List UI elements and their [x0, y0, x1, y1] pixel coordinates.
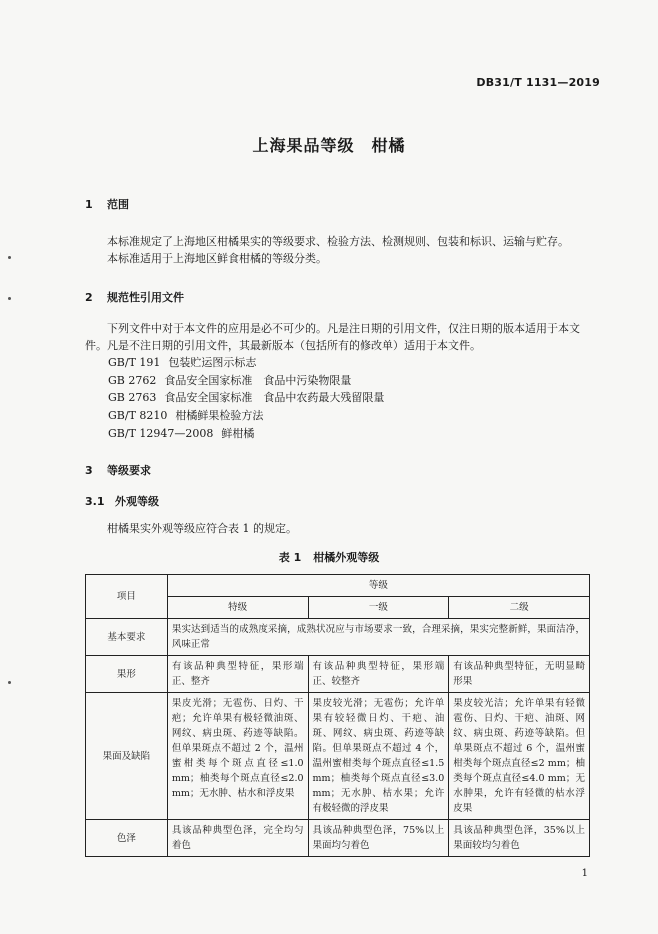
table-row — [86, 619, 590, 656]
table-cell: 具该品种典型色泽，75%以上果面均匀着色 — [308, 820, 449, 857]
reference-title: 柑橘鲜果检验方法 — [175, 409, 264, 422]
section-title: 范围 — [107, 198, 129, 211]
table-cell: 果皮较光洁；允许单果有轻微雹伤、日灼、干疤、油斑、网纹、病虫斑、药迹等缺陷。但单果斑点不超过 6 个，温州蜜柑类每个斑点直径≤2 mm；柚类每个斑点直径≤4.0 mm；无水肿果，允许有轻微的枯水浮皮果 — [449, 693, 590, 820]
table-cell: 具该品种典型色泽，完全均匀着色 — [167, 820, 308, 857]
reference-title: 食品安全国家标准 食品中污染物限量 — [164, 374, 352, 387]
header-grade: 等级 — [167, 575, 589, 597]
reference-code: GB 2763 — [108, 391, 157, 404]
reference-item — [108, 407, 263, 423]
appearance-paragraph: 柑橘果实外观等级应符合表 1 的规定。 — [107, 522, 297, 535]
reference-title: 食品安全国家标准 食品中农药最大残留限量 — [164, 391, 385, 404]
reference-code: GB/T 12947—2008 — [108, 427, 214, 440]
scope-paragraph-1: 本标准规定了上海地区柑橘果实的等级要求、检验方法、检测规则、包装和标识、运输与贮存。 — [107, 235, 569, 248]
header-item: 项目 — [86, 575, 168, 619]
table-cell: 具该品种典型色泽，35%以上果面较均匀着色 — [449, 820, 590, 857]
standard-code: DB31/T 1131—2019 — [476, 76, 600, 89]
section-number: 2 — [85, 291, 93, 304]
reference-item — [108, 425, 254, 441]
table-cell: 果实达到适当的成熟度采摘，成熟状况应与市场要求一致，合理采摘，果实完整新鲜，果面洁净，风味正常 — [167, 619, 589, 656]
table-cell: 有该品种典型特征，无明显畸形果 — [449, 656, 590, 693]
row-label: 果形 — [86, 656, 168, 693]
section-1-heading — [85, 196, 129, 212]
section-3-1-heading — [85, 493, 159, 509]
table-row — [86, 693, 590, 820]
table-cell: 果皮较光滑；无雹伤；允许单果有较轻微日灼、干疤、油斑、网纹、病虫斑、药迹等缺陷。但单果斑点不超过 4 个，温州蜜柑类每个斑点直径≤1.5 mm；柚类每个斑点直径≤3.0 mm；无水肿、枯水果；允许有极轻微的浮皮果 — [308, 693, 449, 820]
scan-mark — [8, 256, 11, 259]
grade-table — [85, 574, 590, 857]
table-cell: 有该品种典型特征，果形端正、较整齐 — [308, 656, 449, 693]
header-grade-first: 一级 — [308, 597, 449, 619]
table-header-row — [86, 575, 590, 597]
reference-item — [108, 389, 384, 405]
references-intro: 下列文件中对于本文件的应用是必不可少的。凡是注日期的引用文件，仅注日期的版本适用于本文件。凡是不注日期的引用文件，其最新版本（包括所有的修改单）适用于本文件。 — [85, 322, 580, 352]
page-number: 1 — [581, 868, 588, 879]
reference-item — [108, 354, 256, 370]
section-title: 外观等级 — [115, 495, 159, 508]
table-row — [86, 656, 590, 693]
table-title: 柑橘外观等级 — [313, 551, 380, 564]
section-number: 3.1 — [85, 495, 105, 508]
table-cell: 果皮光滑；无雹伤、日灼、干疤；允许单果有极轻微油斑、网纹、病虫斑、药迹等缺陷。但单果斑点不超过 2 个，温州蜜柑类每个斑点直径≤1.0 mm；柚类每个斑点直径≤2.0 mm；无水肿、枯水和浮皮果 — [167, 693, 308, 820]
table-row — [86, 820, 590, 857]
section-number: 1 — [85, 198, 93, 211]
table-caption — [0, 549, 658, 565]
scan-mark — [8, 297, 11, 300]
reference-code: GB/T 191 — [108, 356, 161, 369]
header-grade-second: 二级 — [449, 597, 590, 619]
document-title: 上海果品等级 柑橘 — [252, 136, 406, 155]
table-number: 表 1 — [278, 551, 302, 564]
header-grade-premium: 特级 — [167, 597, 308, 619]
row-label: 色泽 — [86, 820, 168, 857]
reference-title: 包装贮运图示标志 — [168, 356, 257, 369]
section-title: 规范性引用文件 — [107, 291, 184, 304]
section-2-heading — [85, 289, 184, 305]
section-title: 等级要求 — [107, 464, 151, 477]
row-label: 基本要求 — [86, 619, 168, 656]
section-3-heading — [85, 462, 151, 478]
section-number: 3 — [85, 464, 93, 477]
reference-code: GB/T 8210 — [108, 409, 168, 422]
reference-item — [108, 372, 351, 388]
scan-mark — [8, 681, 11, 684]
table-cell: 有该品种典型特征，果形端正、整齐 — [167, 656, 308, 693]
row-label: 果面及缺陷 — [86, 693, 168, 820]
scope-paragraph-2: 本标准适用于上海地区鲜食柑橘的等级分类。 — [107, 252, 327, 265]
reference-code: GB 2762 — [108, 374, 157, 387]
reference-title: 鲜柑橘 — [221, 427, 255, 440]
